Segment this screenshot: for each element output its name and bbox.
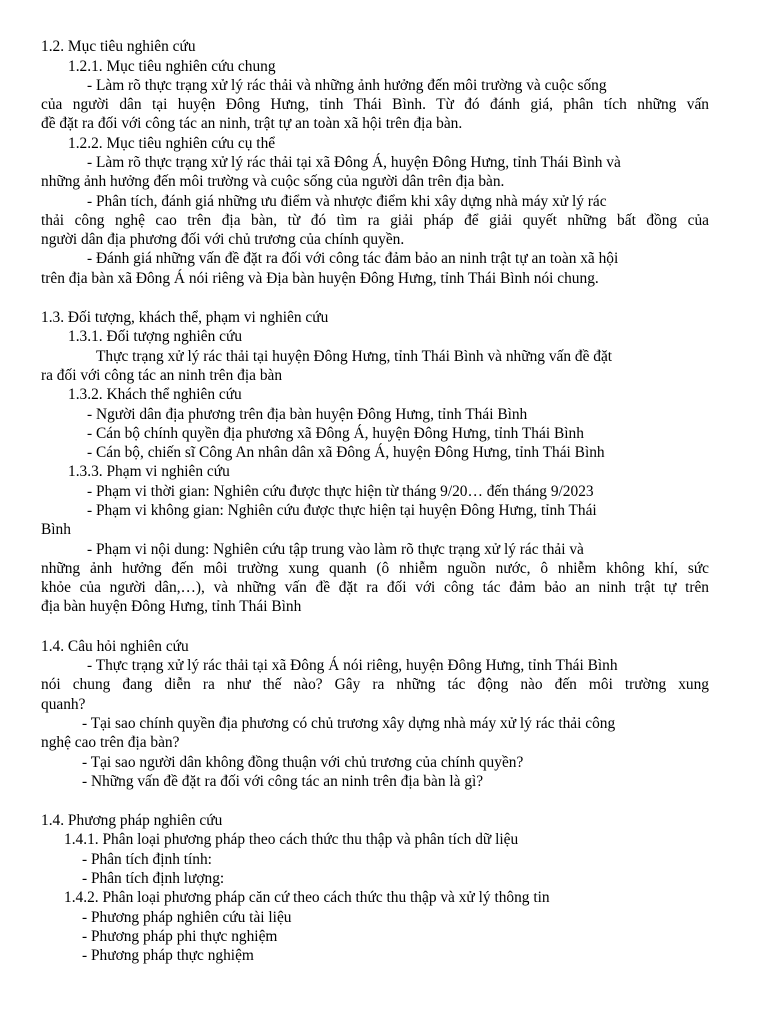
heading-1-4: 1.4. Câu hỏi nghiên cứu xyxy=(41,638,189,655)
text-line: trên địa bàn xã Đông Á nói riêng và Địa bàn huyện Đông Hưng, tỉnh Thái Bình nói chung. xyxy=(41,270,599,287)
text-line: những ảnh hưởng đến môi trường và cuộc sống của người dân trên địa bàn. xyxy=(41,173,505,190)
text-line: những ảnh hưởng đến môi trường xung quanh (ô nhiễm nguồn nước, ô nhiễm không khí, sức xyxy=(41,560,709,577)
text-line: khỏe của người dân,…), và những vấn đề đặt ra đối với công tác đảm bảo an ninh trật tự trên xyxy=(41,579,709,596)
text-line: - Những vấn đề đặt ra đối với công tác an ninh trên địa bàn là gì? xyxy=(82,773,484,790)
text-line: Bình xyxy=(41,521,71,538)
list-item: - Phương pháp thực nghiệm xyxy=(82,947,254,964)
text-line: người dân địa phương đối với chủ trương của chính quyền. xyxy=(41,231,405,248)
subheading-1-3-3: 1.3.3. Phạm vi nghiên cứu xyxy=(68,463,230,480)
text-line: - Phân tích, đánh giá những ưu điểm và nhược điểm khi xây dựng nhà máy xử lý rác xyxy=(87,193,607,210)
text-line: - Người dân địa phương trên địa bàn huyện Đông Hưng, tỉnh Thái Bình xyxy=(87,406,528,423)
text-line: - Tại sao chính quyền địa phương có chủ trương xây dựng nhà máy xử lý rác thải công xyxy=(82,715,616,732)
text-line: nói chung đang diễn ra như thế nào? Gây ra những tác động nào đến môi trường xung xyxy=(41,676,709,693)
list-item: - Phân tích định tính: xyxy=(82,851,212,868)
subheading-1-2-2: 1.2.2. Mục tiêu nghiên cứu cụ thể xyxy=(68,135,276,152)
subheading-1-3-1: 1.3.1. Đối tượng nghiên cứu xyxy=(68,328,243,345)
text-line: - Làm rõ thực trạng xử lý rác thải và những ảnh hưởng đến môi trường và cuộc sống xyxy=(87,77,607,94)
text-line: - Làm rõ thực trạng xử lý rác thải tại xã Đông Á, huyện Đông Hưng, tỉnh Thái Bình và xyxy=(87,154,621,171)
text-line: - Cán bộ chính quyền địa phương xã Đông Á, huyện Đông Hưng, tỉnh Thái Bình xyxy=(87,425,584,442)
list-item: - Phương pháp nghiên cứu tài liệu xyxy=(82,909,292,926)
text-line: của người dân tại huyện Đông Hưng, tỉnh Thái Bình. Từ đó đánh giá, phân tích những vấn xyxy=(41,96,709,113)
text-line: ra đối với công tác an ninh trên địa bàn xyxy=(41,367,283,384)
subheading-1-4-1: 1.4.1. Phân loại phương pháp theo cách thức thu thập và phân tích dữ liệu xyxy=(64,831,519,848)
text-line: - Tại sao người dân không đồng thuận với chủ trương của chính quyền? xyxy=(82,754,524,771)
text-line: - Phạm vi thời gian: Nghiên cứu được thực hiện từ tháng 9/20… đến tháng 9/2023 xyxy=(87,483,594,500)
list-item: - Phân tích định lượng: xyxy=(82,870,225,887)
text-line: nghệ cao trên địa bàn? xyxy=(41,734,180,751)
text-line: - Đánh giá những vấn đề đặt ra đối với công tác đảm bảo an ninh trật tự an toàn xã hội xyxy=(87,250,619,267)
text-line: - Phạm vi không gian: Nghiên cứu được thực hiện tại huyện Đông Hưng, tỉnh Thái xyxy=(87,502,597,519)
text-line: quanh? xyxy=(41,696,86,713)
subheading-1-2-1: 1.2.1. Mục tiêu nghiên cứu chung xyxy=(68,58,276,75)
text-line: đề đặt ra đối với công tác an ninh, trật tự an toàn xã hội trên địa bàn. xyxy=(41,115,463,132)
text-line: - Phạm vi nội dung: Nghiên cứu tập trung vào làm rõ thực trạng xử lý rác thải và xyxy=(87,541,584,558)
subheading-1-4-2: 1.4.2. Phân loại phương pháp căn cứ theo cách thức thu thập và xử lý thông tin xyxy=(64,889,550,906)
text-line: địa bàn huyện Đông Hưng, tỉnh Thái Bình xyxy=(41,598,302,615)
heading-1-3: 1.3. Đối tượng, khách thể, phạm vi nghiên cứu xyxy=(41,309,329,326)
heading-1-2: 1.2. Mục tiêu nghiên cứu xyxy=(41,38,196,55)
text-line: - Cán bộ, chiến sĩ Công An nhân dân xã Đông Á, huyện Đông Hưng, tỉnh Thái Bình xyxy=(87,444,605,461)
text-line: Thực trạng xử lý rác thải tại huyện Đông Hưng, tỉnh Thái Bình và những vấn đề đặt xyxy=(96,348,613,365)
text-line: thải công nghệ cao trên địa bàn, từ đó tìm ra giải pháp để giải quyết những bất đồng của xyxy=(41,212,709,229)
list-item: - Phương pháp phi thực nghiệm xyxy=(82,928,278,945)
subheading-1-3-2: 1.3.2. Khách thể nghiên cứu xyxy=(68,386,242,403)
heading-1-4-methods: 1.4. Phương pháp nghiên cứu xyxy=(41,812,223,829)
text-line: - Thực trạng xử lý rác thải tại xã Đông Á nói riêng, huyện Đông Hưng, tỉnh Thái Bình xyxy=(87,657,618,674)
